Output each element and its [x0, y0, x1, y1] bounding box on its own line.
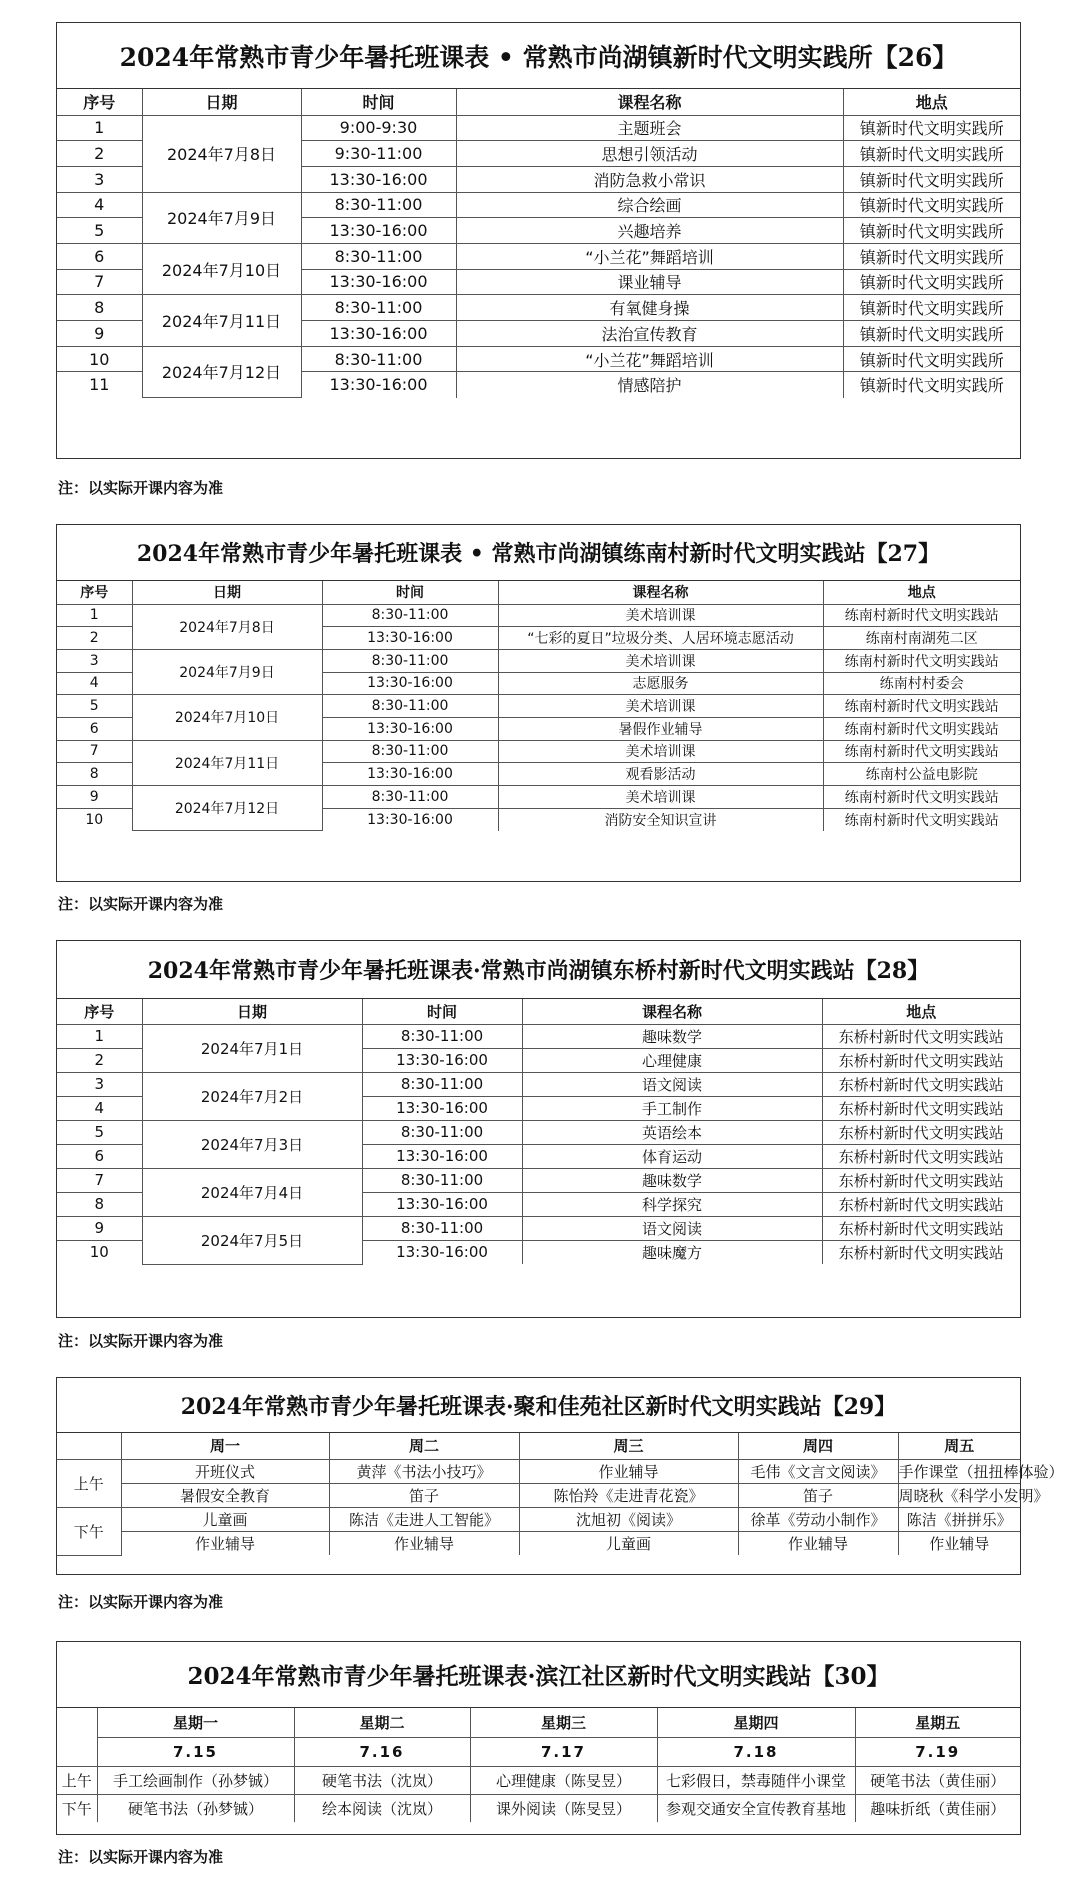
period-label: 上午: [57, 1459, 121, 1507]
table-row: [57, 695, 1020, 718]
place-cell: 练南村新时代文明实践站: [823, 649, 1020, 672]
time-cell: 13:30-16:00: [322, 808, 498, 831]
time-cell: 8:30-11:00: [322, 649, 498, 672]
schedule-27-note: 注：以实际开课内容为准: [58, 895, 224, 913]
table-row: [57, 1459, 1020, 1483]
table-row: [57, 1531, 1020, 1555]
class-cell: 黄萍《书法小技巧》: [329, 1459, 519, 1483]
table-row: [57, 1483, 1020, 1507]
row-number: 8: [57, 763, 132, 786]
time-cell: 13:30-16:00: [362, 1096, 522, 1120]
course-cell: 美术培训课: [498, 649, 823, 672]
schedule-27-title: 2024年常熟市青少年暑托班课表 • 常熟市尚湖镇练南村新时代文明实践站【27】: [57, 525, 1020, 581]
date-cell: 2024年7月4日: [142, 1168, 362, 1216]
time-cell: 13:30-16:00: [362, 1048, 522, 1072]
class-cell: 陈洁《拼拼乐》: [898, 1507, 1020, 1531]
class-cell: 作业辅导: [329, 1531, 519, 1555]
table-row: [57, 115, 1020, 141]
column-header: 日期: [142, 999, 362, 1024]
schedule-28-table: [57, 999, 1020, 1265]
course-cell: “小兰花”舞蹈培训: [456, 346, 843, 372]
class-cell: 暑假安全教育: [121, 1483, 329, 1507]
time-cell: 13:30-16:00: [322, 763, 498, 786]
table-row: [57, 1216, 1020, 1240]
column-header: 日期: [142, 89, 301, 115]
place-cell: 东桥村新时代文明实践站: [822, 1144, 1020, 1168]
period-label: 下午: [57, 1794, 97, 1822]
course-cell: 消防安全知识宣讲: [498, 808, 823, 831]
time-cell: 8:30-11:00: [362, 1168, 522, 1192]
class-cell: 儿童画: [121, 1507, 329, 1531]
date-header: 7.17: [470, 1737, 657, 1766]
time-cell: 13:30-16:00: [362, 1192, 522, 1216]
place-cell: 镇新时代文明实践所: [843, 218, 1020, 244]
time-cell: 8:30-11:00: [301, 346, 456, 372]
schedule-30: [56, 1641, 1021, 1835]
course-cell: 法治宣传教育: [456, 321, 843, 347]
table-row: [57, 192, 1020, 218]
place-cell: 练南村新时代文明实践站: [823, 786, 1020, 809]
day-header: 周五: [898, 1433, 1020, 1459]
column-header: 课程名称: [456, 89, 843, 115]
schedule-28: [56, 940, 1021, 1318]
header-row: [57, 1708, 1020, 1737]
schedule-26-title: 2024年常熟市青少年暑托班课表 • 常熟市尚湖镇新时代文明实践所【26】: [57, 23, 1020, 89]
place-cell: 镇新时代文明实践所: [843, 269, 1020, 295]
time-cell: 8:30-11:00: [362, 1072, 522, 1096]
date-header: 7.18: [657, 1737, 855, 1766]
row-number: 3: [57, 166, 142, 192]
row-number: 3: [57, 649, 132, 672]
row-number: 6: [57, 717, 132, 740]
place-cell: 练南村新时代文明实践站: [823, 740, 1020, 763]
row-number: 1: [57, 604, 132, 627]
date-cell: 2024年7月10日: [142, 243, 301, 294]
class-cell: 手工绘画制作（孙梦铖）: [97, 1766, 294, 1794]
day-header: 周四: [738, 1433, 898, 1459]
schedule-29-table: [57, 1433, 1064, 1556]
schedule-29: [56, 1377, 1064, 1575]
class-cell: 七彩假日，禁毒随伴小课堂: [657, 1766, 855, 1794]
day-header: 星期一: [97, 1708, 294, 1737]
row-number: 4: [57, 192, 142, 218]
day-header: 星期四: [657, 1708, 855, 1737]
column-header: 序号: [57, 999, 142, 1024]
column-header: 时间: [322, 581, 498, 604]
time-cell: 8:30-11:00: [362, 1216, 522, 1240]
date-cell: 2024年7月8日: [142, 115, 301, 192]
row-number: 8: [57, 1192, 142, 1216]
class-cell: 作业辅导: [738, 1531, 898, 1555]
schedule-26-note: 注：以实际开课内容为准: [58, 479, 224, 497]
header-row: [57, 1433, 1020, 1459]
row-number: 4: [57, 672, 132, 695]
class-cell: 作业辅导: [898, 1531, 1020, 1555]
place-cell: 练南村新时代文明实践站: [823, 717, 1020, 740]
day-header: 星期三: [470, 1708, 657, 1737]
time-cell: 13:30-16:00: [322, 717, 498, 740]
class-cell: 绘本阅读（沈岚）: [294, 1794, 470, 1822]
schedule-30-note: 注：以实际开课内容为准: [58, 1848, 224, 1866]
course-cell: 趣味魔方: [522, 1240, 822, 1264]
course-cell: 情感陪护: [456, 372, 843, 398]
row-number: 5: [57, 695, 132, 718]
date-cell: 2024年7月8日: [132, 604, 322, 649]
place-cell: 镇新时代文明实践所: [843, 166, 1020, 192]
period-label: 下午: [57, 1507, 121, 1555]
place-cell: 东桥村新时代文明实践站: [822, 1072, 1020, 1096]
time-cell: 8:30-11:00: [322, 786, 498, 809]
day-header: 周三: [519, 1433, 738, 1459]
place-cell: 镇新时代文明实践所: [843, 243, 1020, 269]
column-header: 时间: [301, 89, 456, 115]
date-row: [57, 1737, 1020, 1766]
column-header: 课程名称: [498, 581, 823, 604]
course-cell: 语文阅读: [522, 1072, 822, 1096]
place-cell: 镇新时代文明实践所: [843, 115, 1020, 141]
date-cell: 2024年7月3日: [142, 1120, 362, 1168]
course-cell: 主题班会: [456, 115, 843, 141]
date-cell: 2024年7月9日: [132, 649, 322, 694]
column-header: 地点: [822, 999, 1020, 1024]
table-row: [57, 243, 1020, 269]
table-row: [57, 1766, 1020, 1794]
class-cell: 硬笔书法（沈岚）: [294, 1766, 470, 1794]
course-cell: 思想引领活动: [456, 141, 843, 167]
class-cell: 作业辅导: [519, 1459, 738, 1483]
time-cell: 13:30-16:00: [301, 166, 456, 192]
class-cell: 心理健康（陈旻昱）: [470, 1766, 657, 1794]
class-cell: 周晓秋《科学小发明》: [898, 1483, 1020, 1507]
class-cell: 手作课堂（扭扭棒体验）: [898, 1459, 1020, 1483]
row-number: 6: [57, 243, 142, 269]
row-number: 1: [57, 115, 142, 141]
course-cell: 观看影活动: [498, 763, 823, 786]
row-number: 6: [57, 1144, 142, 1168]
place-cell: 练南村新时代文明实践站: [823, 695, 1020, 718]
place-cell: 镇新时代文明实践所: [843, 295, 1020, 321]
table-row: [57, 1168, 1020, 1192]
schedule-27: [56, 524, 1021, 882]
course-cell: “七彩的夏日”垃圾分类、人居环境志愿活动: [498, 627, 823, 650]
day-header: 星期五: [855, 1708, 1020, 1737]
table-row: [57, 604, 1020, 627]
place-cell: 镇新时代文明实践所: [843, 141, 1020, 167]
course-cell: 美术培训课: [498, 786, 823, 809]
course-cell: 趣味数学: [522, 1168, 822, 1192]
course-cell: 有氧健身操: [456, 295, 843, 321]
class-cell: 参观交通安全宣传教育基地: [657, 1794, 855, 1822]
row-number: 9: [57, 786, 132, 809]
class-cell: 沈旭初《阅读》: [519, 1507, 738, 1531]
date-cell: 2024年7月5日: [142, 1216, 362, 1264]
row-number: 3: [57, 1072, 142, 1096]
course-cell: 语文阅读: [522, 1216, 822, 1240]
table-row: [57, 1794, 1020, 1822]
place-cell: 镇新时代文明实践所: [843, 192, 1020, 218]
place-cell: 东桥村新时代文明实践站: [822, 1120, 1020, 1144]
place-cell: 东桥村新时代文明实践站: [822, 1024, 1020, 1048]
course-cell: 趣味数学: [522, 1024, 822, 1048]
time-cell: 8:30-11:00: [301, 243, 456, 269]
place-cell: 东桥村新时代文明实践站: [822, 1168, 1020, 1192]
class-cell: 硬笔书法（黄佳丽）: [855, 1766, 1020, 1794]
row-number: 4: [57, 1096, 142, 1120]
row-number: 7: [57, 740, 132, 763]
period-label: 上午: [57, 1766, 97, 1794]
time-cell: 8:30-11:00: [322, 604, 498, 627]
header-row: [57, 581, 1020, 604]
class-cell: 笛子: [329, 1483, 519, 1507]
class-cell: 陈洁《走进人工智能》: [329, 1507, 519, 1531]
class-cell: 徐革《劳动小制作》: [738, 1507, 898, 1531]
row-number: 2: [57, 1048, 142, 1072]
table-row: [57, 346, 1020, 372]
course-cell: 美术培训课: [498, 740, 823, 763]
schedule-28-note: 注：以实际开课内容为准: [58, 1332, 224, 1350]
row-number: 10: [57, 346, 142, 372]
time-cell: 8:30-11:00: [322, 695, 498, 718]
table-row: [57, 786, 1020, 809]
row-number: 8: [57, 295, 142, 321]
place-cell: 镇新时代文明实践所: [843, 372, 1020, 398]
class-cell: 儿童画: [519, 1531, 738, 1555]
row-number: 5: [57, 1120, 142, 1144]
day-header: 星期二: [294, 1708, 470, 1737]
row-number: 10: [57, 1240, 142, 1264]
place-cell: 东桥村新时代文明实践站: [822, 1096, 1020, 1120]
time-cell: 13:30-16:00: [322, 627, 498, 650]
time-cell: 8:30-11:00: [301, 295, 456, 321]
column-header: 时间: [362, 999, 522, 1024]
time-cell: 8:30-11:00: [362, 1024, 522, 1048]
schedule-29-title: 2024年常熟市青少年暑托班课表·聚和佳苑社区新时代文明实践站【29】: [57, 1378, 1020, 1433]
course-cell: 课业辅导: [456, 269, 843, 295]
class-cell: 作业辅导: [121, 1531, 329, 1555]
table-row: [57, 295, 1020, 321]
place-cell: 镇新时代文明实践所: [843, 321, 1020, 347]
time-cell: 9:00-9:30: [301, 115, 456, 141]
row-number: 7: [57, 1168, 142, 1192]
schedule-27-table: [57, 581, 1020, 831]
course-cell: “小兰花”舞蹈培训: [456, 243, 843, 269]
time-cell: 13:30-16:00: [301, 269, 456, 295]
course-cell: 兴趣培养: [456, 218, 843, 244]
time-cell: 8:30-11:00: [322, 740, 498, 763]
course-cell: 科学探究: [522, 1192, 822, 1216]
time-cell: 13:30-16:00: [322, 672, 498, 695]
place-cell: 东桥村新时代文明实践站: [822, 1048, 1020, 1072]
column-header: 地点: [823, 581, 1020, 604]
table-row: [57, 1072, 1020, 1096]
date-cell: 2024年7月10日: [132, 695, 322, 740]
header-row: [57, 999, 1020, 1024]
course-cell: 综合绘画: [456, 192, 843, 218]
row-number: 11: [57, 372, 142, 398]
place-cell: 练南村村委会: [823, 672, 1020, 695]
class-cell: 陈怡羚《走进青花瓷》: [519, 1483, 738, 1507]
row-number: 5: [57, 218, 142, 244]
course-cell: 美术培训课: [498, 604, 823, 627]
corner-cell: [57, 1708, 97, 1766]
course-cell: 消防急救小常识: [456, 166, 843, 192]
schedule-28-title: 2024年常熟市青少年暑托班课表·常熟市尚湖镇东桥村新时代文明实践站【28】: [57, 941, 1020, 999]
time-cell: 13:30-16:00: [362, 1240, 522, 1264]
class-cell: 毛伟《文言文阅读》: [738, 1459, 898, 1483]
course-cell: 体育运动: [522, 1144, 822, 1168]
class-cell: 趣味折纸（黄佳丽）: [855, 1794, 1020, 1822]
time-cell: 13:30-16:00: [301, 321, 456, 347]
place-cell: 练南村新时代文明实践站: [823, 604, 1020, 627]
time-cell: 13:30-16:00: [362, 1144, 522, 1168]
place-cell: 东桥村新时代文明实践站: [822, 1192, 1020, 1216]
place-cell: 练南村公益电影院: [823, 763, 1020, 786]
course-cell: 英语绘本: [522, 1120, 822, 1144]
row-number: 2: [57, 627, 132, 650]
column-header: 课程名称: [522, 999, 822, 1024]
day-header: 周一: [121, 1433, 329, 1459]
row-number: 9: [57, 1216, 142, 1240]
course-cell: 心理健康: [522, 1048, 822, 1072]
row-number: 7: [57, 269, 142, 295]
column-header: 序号: [57, 89, 142, 115]
time-cell: 13:30-16:00: [301, 218, 456, 244]
course-cell: 暑假作业辅导: [498, 717, 823, 740]
place-cell: 东桥村新时代文明实践站: [822, 1240, 1020, 1264]
date-cell: 2024年7月11日: [142, 295, 301, 346]
column-header: 序号: [57, 581, 132, 604]
course-cell: 志愿服务: [498, 672, 823, 695]
schedule-26-table: [57, 89, 1020, 398]
table-row: [57, 1120, 1020, 1144]
date-cell: 2024年7月11日: [132, 740, 322, 785]
schedule-30-title: 2024年常熟市青少年暑托班课表·滨江社区新时代文明实践站【30】: [57, 1642, 1020, 1708]
class-cell: 课外阅读（陈旻昱）: [470, 1794, 657, 1822]
class-cell: 硬笔书法（孙梦铖）: [97, 1794, 294, 1822]
time-cell: 9:30-11:00: [301, 141, 456, 167]
table-row: [57, 740, 1020, 763]
time-cell: 13:30-16:00: [301, 372, 456, 398]
corner-cell: [57, 1433, 121, 1459]
column-header: 地点: [843, 89, 1020, 115]
schedule-29-note: 注：以实际开课内容为准: [58, 1593, 224, 1611]
date-cell: 2024年7月9日: [142, 192, 301, 243]
schedule-30-table: [57, 1708, 1020, 1822]
row-number: 1: [57, 1024, 142, 1048]
row-number: 9: [57, 321, 142, 347]
table-row: [57, 1024, 1020, 1048]
course-cell: 美术培训课: [498, 695, 823, 718]
class-cell: 笛子: [738, 1483, 898, 1507]
time-cell: 8:30-11:00: [362, 1120, 522, 1144]
time-cell: 8:30-11:00: [301, 192, 456, 218]
date-header: 7.16: [294, 1737, 470, 1766]
place-cell: 镇新时代文明实践所: [843, 346, 1020, 372]
column-header: 日期: [132, 581, 322, 604]
row-number: 2: [57, 141, 142, 167]
header-row: [57, 89, 1020, 115]
place-cell: 练南村新时代文明实践站: [823, 808, 1020, 831]
date-header: 7.19: [855, 1737, 1020, 1766]
table-row: [57, 649, 1020, 672]
day-header: 周二: [329, 1433, 519, 1459]
row-number: 10: [57, 808, 132, 831]
date-cell: 2024年7月1日: [142, 1024, 362, 1072]
date-cell: 2024年7月12日: [132, 786, 322, 831]
place-cell: 东桥村新时代文明实践站: [822, 1216, 1020, 1240]
class-cell: 开班仪式: [121, 1459, 329, 1483]
course-cell: 手工制作: [522, 1096, 822, 1120]
place-cell: 练南村南湖苑二区: [823, 627, 1020, 650]
date-header: 7.15: [97, 1737, 294, 1766]
schedule-26: [56, 22, 1021, 459]
date-cell: 2024年7月2日: [142, 1072, 362, 1120]
date-cell: 2024年7月12日: [142, 346, 301, 397]
table-row: [57, 1507, 1020, 1531]
